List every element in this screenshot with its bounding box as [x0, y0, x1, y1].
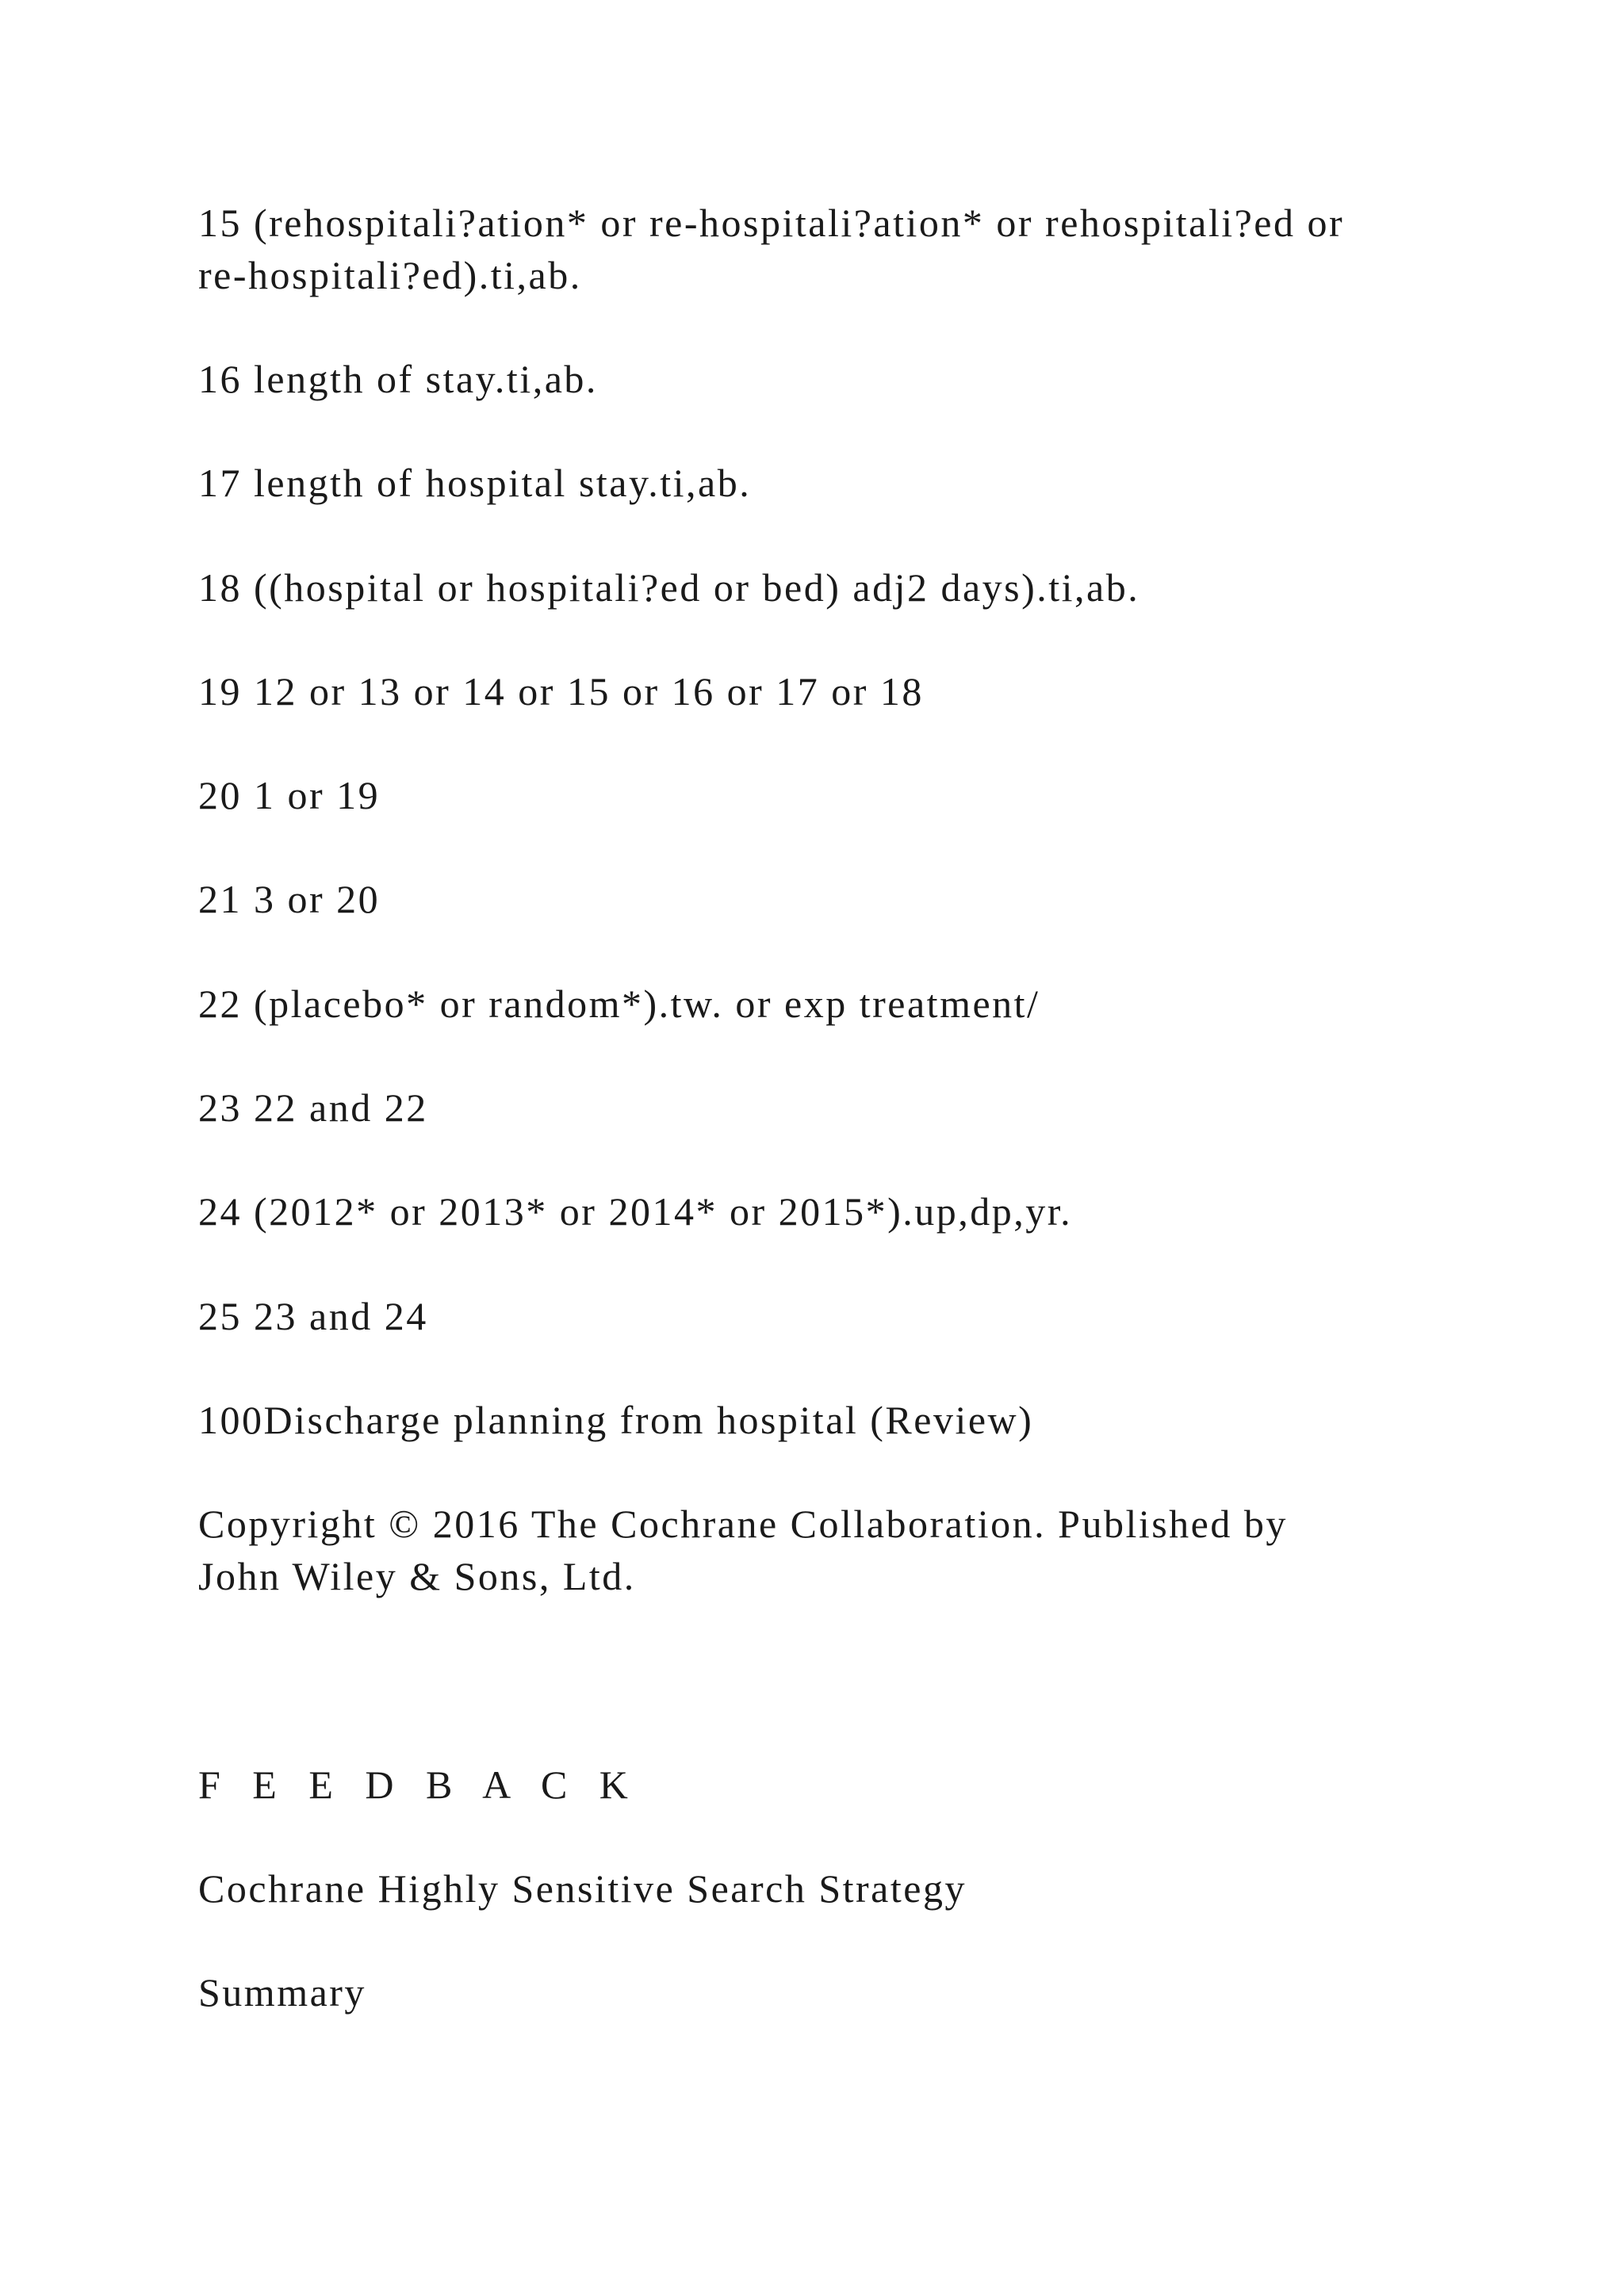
search-line-25: 25 23 and 24 [198, 1294, 428, 1338]
search-line-21: 21 3 or 20 [198, 877, 381, 921]
search-line-15b: re-hospitali?ed).ti,ab. [198, 253, 582, 297]
feedback-title: Cochrane Highly Sensitive Search Strategy [198, 1866, 967, 1911]
copyright-line-1: Copyright © 2016 The Cochrane Collaboration. Published by [198, 1502, 1288, 1546]
search-line-20: 20 1 or 19 [198, 773, 381, 817]
search-line-15a: 15 (rehospitali?ation* or re-hospitali?ation* or rehospitali?ed or [198, 201, 1345, 245]
search-line-17: 17 length of hospital stay.ti,ab. [198, 461, 752, 505]
search-line-16: 16 length of stay.ti,ab. [198, 357, 598, 401]
summary-heading: Summary [198, 1970, 366, 2015]
search-line-22: 22 (placebo* or random*).tw. or exp treatment/ [198, 982, 1040, 1026]
search-line-19: 19 12 or 13 or 14 or 15 or 16 or 17 or 18 [198, 669, 924, 714]
section-heading-feedback: F E E D B A C K [198, 1762, 639, 1807]
search-line-23: 23 22 and 22 [198, 1085, 428, 1130]
copyright-line-2: John Wiley & Sons, Ltd. [198, 1554, 636, 1598]
page-footer-title: 100Discharge planning from hospital (Review) [198, 1398, 1034, 1442]
search-line-24: 24 (2012* or 2013* or 2014* or 2015*).up,dp,yr. [198, 1189, 1073, 1234]
search-line-18: 18 ((hospital or hospitali?ed or bed) adj2 days).ti,ab. [198, 565, 1140, 610]
